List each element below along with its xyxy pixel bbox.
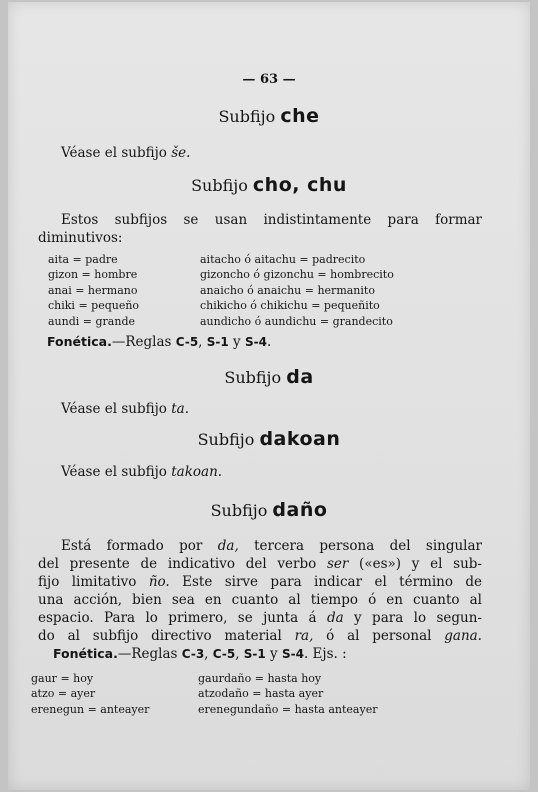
separator: , bbox=[235, 646, 244, 662]
paragraph-line bbox=[38, 573, 482, 591]
fonetica-label: Fonética. bbox=[47, 334, 112, 349]
example-derived: aundicho ó aundichu = grandecito bbox=[200, 314, 393, 328]
example-word: anai = hermano bbox=[48, 283, 138, 297]
see-text: Véase el subfijo bbox=[61, 145, 172, 161]
book-page bbox=[8, 2, 530, 790]
heading-suffix: da bbox=[286, 366, 314, 388]
text-italic: ño. bbox=[148, 574, 170, 590]
heading-suffix: daño bbox=[272, 499, 328, 521]
separator: , bbox=[204, 646, 213, 662]
example-derived: atzodaño = hasta ayer bbox=[198, 687, 324, 701]
text-run: y para lo segun- bbox=[343, 610, 482, 626]
example-derived: aitacho ó aitachu = padrecito bbox=[200, 253, 366, 266]
see-ref: še. bbox=[171, 145, 191, 161]
page-number: — 63 — bbox=[242, 72, 296, 87]
text-italic: ser bbox=[326, 556, 349, 572]
separator: y bbox=[265, 646, 282, 662]
paragraph-line bbox=[38, 555, 482, 573]
see-da bbox=[61, 401, 189, 417]
see-che bbox=[61, 145, 190, 161]
text-run: fijo limitativo bbox=[38, 574, 149, 590]
paragraph-line bbox=[38, 627, 482, 645]
text-run: tercera persona del singular bbox=[238, 538, 482, 554]
example-derived: chikicho ó chikichu = pequeñito bbox=[200, 299, 380, 313]
heading-prefix: Subfijo bbox=[197, 430, 260, 449]
end-mark: . Ejs. : bbox=[303, 646, 347, 662]
example-left-column bbox=[48, 252, 139, 329]
see-text: Véase el subfijo bbox=[61, 401, 172, 417]
example-derived: gizoncho ó gizonchu = hombrecito bbox=[200, 268, 394, 282]
text-run: Está formado por bbox=[61, 538, 218, 554]
intro-line-2: diminutivos: bbox=[38, 230, 123, 246]
fonetica-label: Fonética. bbox=[53, 646, 118, 661]
fonetica-dano bbox=[53, 646, 347, 662]
heading-prefix: Subfijo bbox=[191, 176, 253, 195]
see-text: Véase el subfijo bbox=[61, 464, 172, 480]
rule-ref: C-3 bbox=[181, 647, 205, 661]
fonetica-dash: —Reglas bbox=[111, 334, 176, 350]
rule-ref: C-5 bbox=[212, 647, 236, 661]
example-derived: gaurdaño = hasta hoy bbox=[198, 672, 322, 685]
paragraph-line bbox=[61, 537, 482, 555]
fonetica-dash: —Reglas bbox=[117, 646, 182, 662]
rule-ref: S-4 bbox=[244, 335, 267, 349]
example-right-column bbox=[198, 671, 377, 717]
heading-suffix: cho, chu bbox=[252, 174, 347, 196]
heading-dakoan bbox=[8, 428, 530, 450]
heading-suffix: che bbox=[280, 105, 320, 127]
example-word: erenegun = anteayer bbox=[31, 702, 150, 716]
heading-dano bbox=[8, 499, 530, 521]
example-word: aundi = grande bbox=[48, 314, 135, 328]
see-ref: ta. bbox=[171, 401, 189, 417]
text-italic: da, bbox=[217, 538, 239, 554]
see-dakoan bbox=[61, 464, 222, 480]
separator: y bbox=[228, 334, 245, 350]
example-left-column bbox=[31, 671, 149, 717]
rule-ref: S-1 bbox=[206, 335, 229, 349]
text-italic: ra, bbox=[294, 628, 314, 644]
heading-suffix: dakoan bbox=[259, 428, 341, 450]
example-word: gaur = hoy bbox=[31, 672, 94, 685]
text-run: Este sirve para indicar el término de bbox=[169, 574, 482, 590]
text-italic: da bbox=[326, 610, 344, 626]
example-derived: erenegundaño = hasta anteayer bbox=[198, 702, 378, 716]
heading-prefix: Subfijo bbox=[224, 368, 287, 387]
example-word: aita = padre bbox=[48, 253, 118, 266]
rule-ref: C-5 bbox=[175, 335, 199, 349]
text-run: ó al personal bbox=[313, 628, 445, 644]
fonetica-cho-chu bbox=[47, 334, 271, 350]
text-run: («es») y el sub- bbox=[348, 556, 482, 572]
text-italic: gana. bbox=[444, 628, 482, 644]
see-ref: takoan. bbox=[171, 464, 223, 480]
text-run: espacio. Para lo primero, se junta á bbox=[38, 610, 327, 626]
heading-che bbox=[8, 105, 530, 127]
example-derived: anaicho ó anaichu = hermanito bbox=[200, 283, 375, 297]
text-run: del presente de indicativo del verbo bbox=[38, 556, 327, 572]
example-word: gizon = hombre bbox=[48, 268, 138, 282]
paragraph-line: una acción, bien sea en cuanto al tiempo ó en cuanto al bbox=[38, 592, 482, 608]
heading-cho-chu bbox=[8, 174, 530, 196]
text-run: do al subfijo directivo material bbox=[38, 628, 295, 644]
heading-da bbox=[8, 366, 530, 388]
heading-prefix: Subfijo bbox=[218, 107, 281, 126]
heading-prefix: Subfijo bbox=[210, 501, 273, 520]
example-word: atzo = ayer bbox=[31, 687, 96, 701]
example-right-column bbox=[200, 252, 394, 329]
rule-ref: S-4 bbox=[281, 647, 304, 661]
example-word: chiki = pequeño bbox=[48, 299, 140, 313]
intro-line-1: Estos subfijos se usan indistintamente para formar bbox=[61, 212, 482, 228]
rule-ref: S-1 bbox=[243, 647, 266, 661]
end-mark: . bbox=[266, 334, 272, 350]
paragraph-line bbox=[38, 609, 482, 627]
separator: , bbox=[198, 334, 207, 350]
